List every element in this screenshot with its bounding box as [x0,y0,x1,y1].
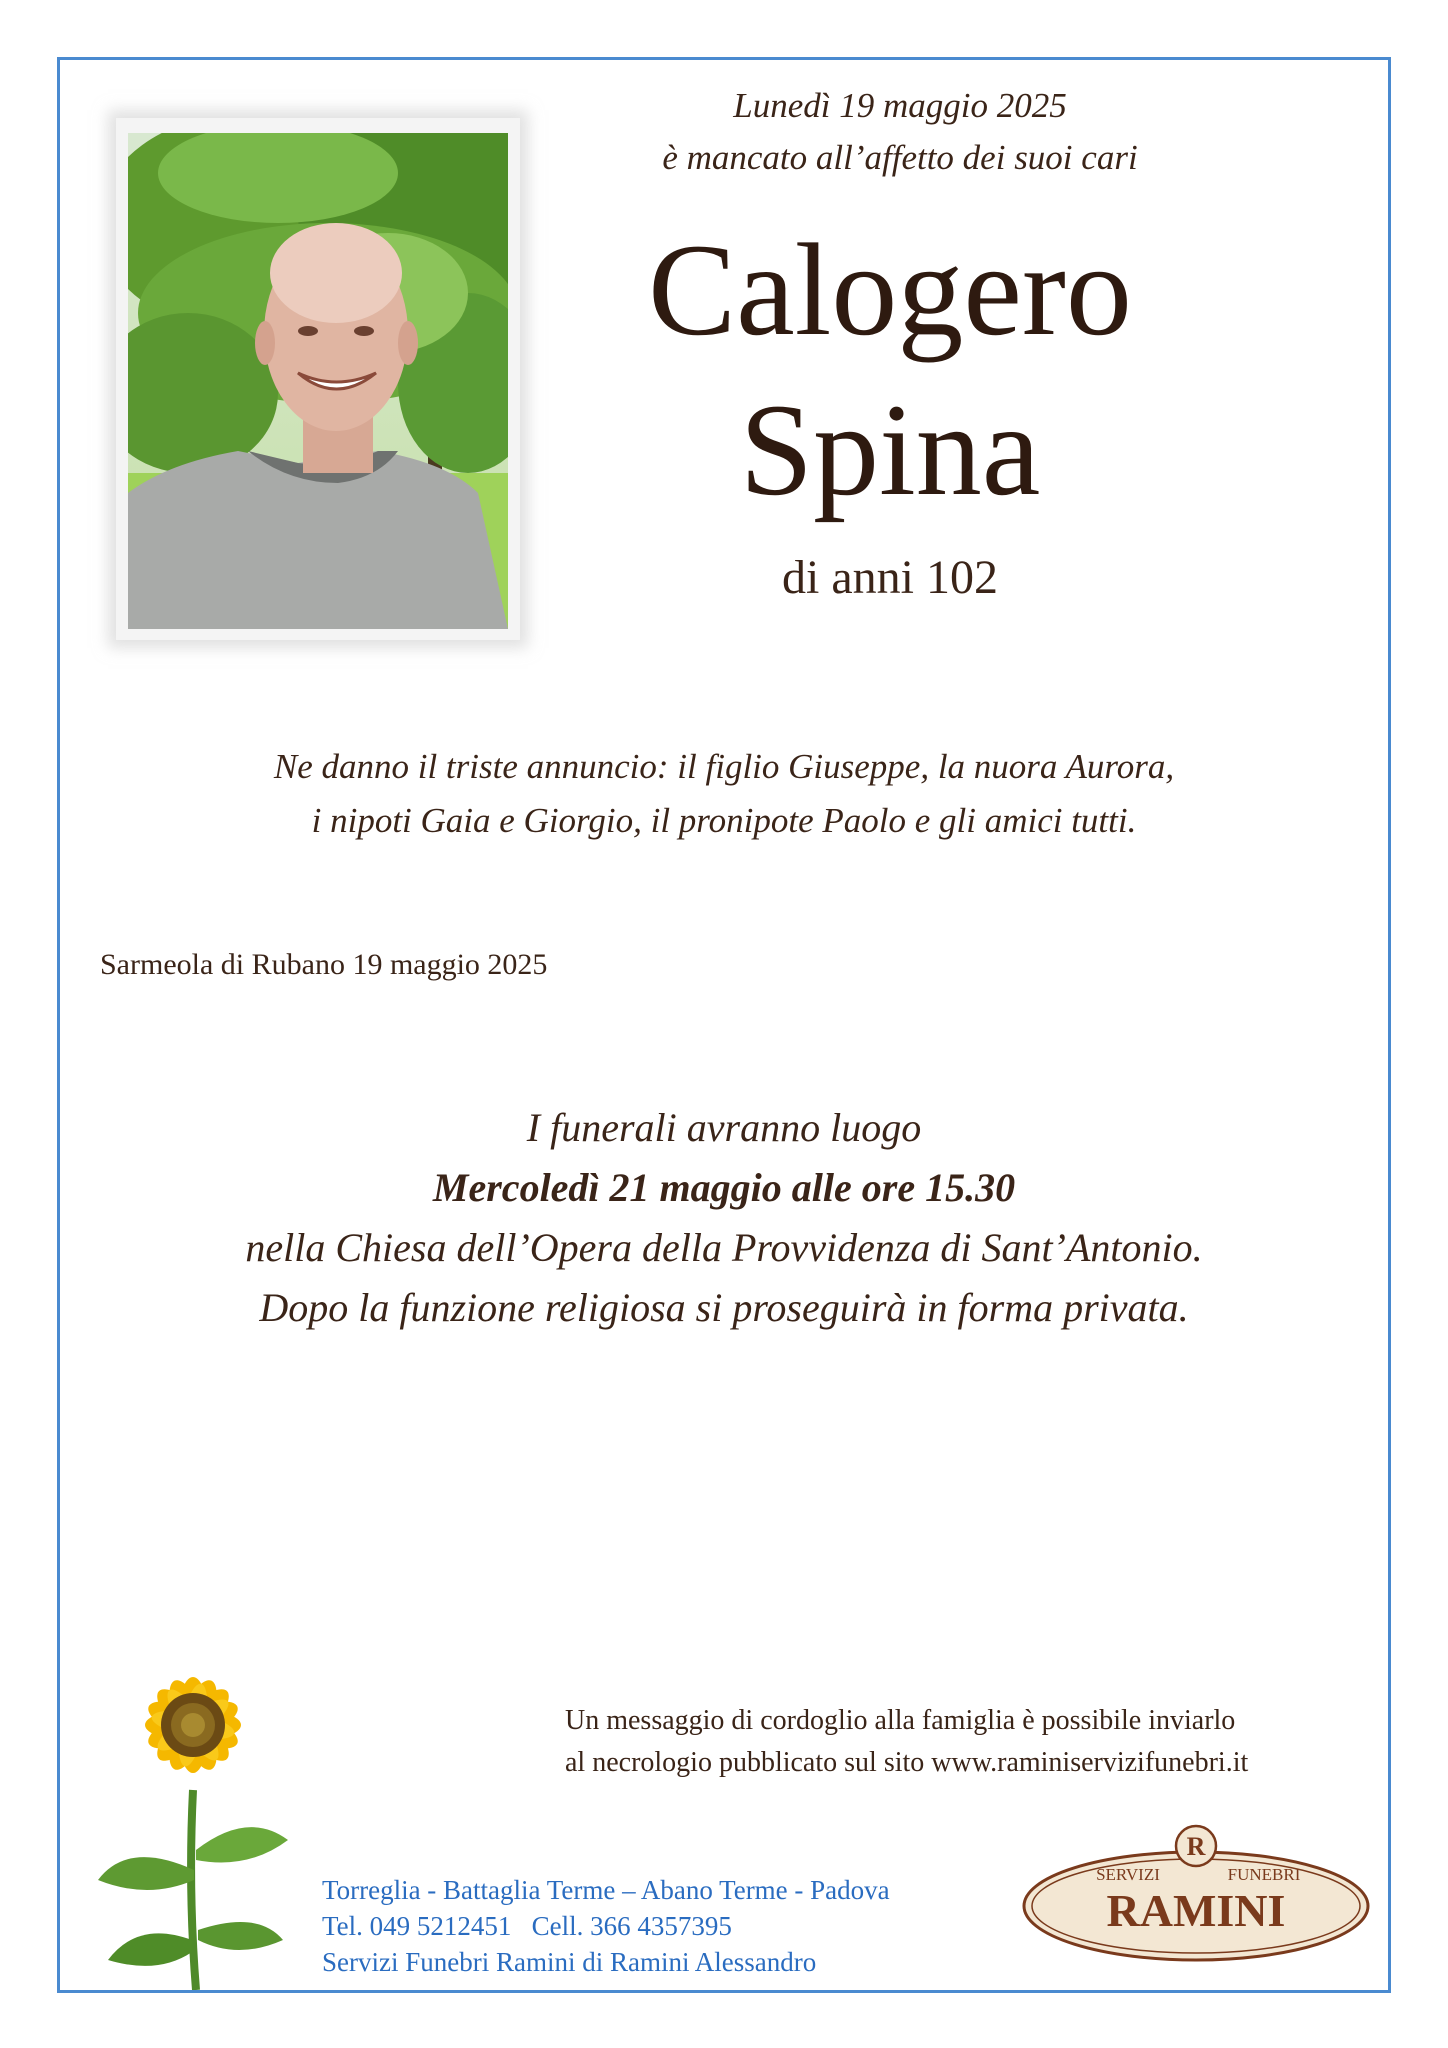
first-name: Calogero [648,216,1132,363]
logo-name: RAMINI [1106,1885,1286,1936]
logo-right-word: FUNEBRI [1227,1865,1301,1884]
announcement-line: Ne danno il triste annuncio: il figlio Giuseppe, la nuora Aurora, [273,747,1175,786]
place-date: Sarmeola di Rubano 19 maggio 2025 [100,948,548,981]
agency-phones: Tel. 049 5212451 Cell. 366 4357395 [322,1911,732,1941]
family-announcement [150,740,1298,848]
condolence-message [565,1700,1385,1784]
agency-contacts [322,1872,1022,1980]
funeral-note: Dopo la funzione religiosa si proseguirà in forma privata. [259,1285,1189,1330]
agency-name: Servizi Funebri Ramini di Ramini Alessandro [322,1947,817,1977]
date-line: Lunedì 19 maggio 2025 [733,86,1067,125]
age-line: di anni 102 [782,551,998,604]
deceased-name [600,210,1180,530]
death-notice-header [640,80,1160,184]
condolence-line: Un messaggio di cordoglio alla famiglia è possibile inviarlo [565,1705,1236,1736]
funeral-datetime: Mercoledì 21 maggio alle ore 15.30 [432,1165,1016,1210]
logo-initial: R [1186,1832,1206,1861]
passing-line: è mancato all’affetto dei suoi cari [662,138,1138,177]
ramini-logo [1018,1822,1374,1964]
sunflower-illustration [88,1640,298,1990]
logo-left-word: SERVIZI [1096,1865,1160,1884]
funeral-location: nella Chiesa dell’Opera della Provvidenza di Sant’Antonio. [245,1225,1203,1270]
portrait-frame [116,118,520,640]
funeral-intro: I funerali avranno luogo [526,1105,922,1150]
agency-locations: Torreglia - Battaglia Terme – Abano Terme - Padova [322,1875,890,1905]
condolence-line: al necrologio pubblicato sul sito www.raminiservizifunebri.it [565,1747,1249,1778]
portrait-photo [128,133,508,629]
announcement-line: i nipoti Gaia e Giorgio, il pronipote Paolo e gli amici tutti. [311,801,1137,840]
funeral-details [150,1098,1298,1338]
last-name: Spina [739,376,1041,523]
